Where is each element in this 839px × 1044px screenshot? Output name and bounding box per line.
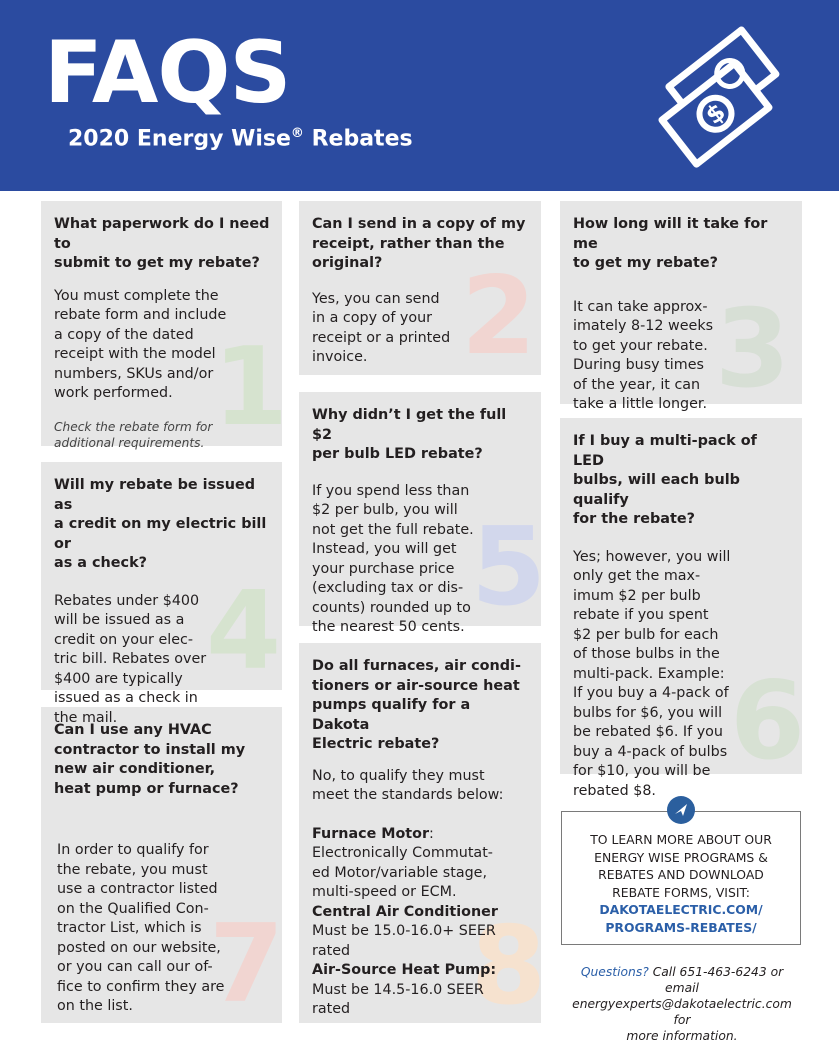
- faq-number: 4: [206, 569, 282, 694]
- faq-number: 2: [461, 254, 537, 379]
- faq-number: 1: [213, 325, 289, 450]
- answer-line: or you can call our of-: [57, 959, 213, 975]
- standard-furnace-label: [312, 825, 529, 845]
- question-line: new air conditioner,: [54, 761, 216, 777]
- question-line: Electric rebate?: [312, 736, 440, 752]
- faq-number: 3: [715, 287, 791, 412]
- answer-line: (excluding tax or dis-: [312, 580, 464, 596]
- question-line: How long will it take for me: [573, 216, 768, 252]
- answer-line: Yes, you can send: [312, 290, 440, 307]
- page-subtitle: [68, 126, 413, 151]
- faq-answer: [573, 548, 790, 802]
- answer-line: Rebates under $400: [54, 592, 200, 609]
- money-icon: [648, 36, 798, 162]
- faq-card-7: [41, 707, 285, 1027]
- faq-question: [573, 215, 790, 274]
- answer-line: If you spend less than: [312, 482, 470, 499]
- answer-line: to get your rebate.: [573, 337, 708, 354]
- answer-line: of the year, it can: [573, 376, 701, 393]
- faq-question: [312, 657, 529, 755]
- info-box: [561, 811, 801, 945]
- answer-line: imum $2 per bulb: [573, 587, 701, 604]
- faq-answer: [573, 287, 791, 415]
- answer-line: tractor List, which is: [57, 920, 202, 936]
- answer-line: It can take approx-: [573, 298, 708, 315]
- question-line: as a check?: [54, 555, 147, 571]
- faq-question: [573, 432, 790, 530]
- send-arrow-glyph: [667, 796, 695, 824]
- answer-line: be rebated $6. If you: [573, 724, 723, 740]
- answer-line: No, to qualify they must: [312, 767, 485, 784]
- faq-card-5: [299, 392, 547, 635]
- faq-answer: [312, 482, 529, 638]
- faq-answer: [54, 287, 270, 404]
- question-line: pumps qualify for a Dakota: [312, 697, 471, 733]
- standard-line: Electronically Commutat-: [312, 845, 493, 861]
- answer-line: tric bill. Rebates over: [54, 651, 207, 667]
- answer-line: on the Qualified Con-: [57, 900, 209, 917]
- answer-line: During busy times: [573, 357, 704, 373]
- faq-number: 6: [730, 659, 806, 784]
- faq-question: [54, 215, 270, 274]
- page-title: FAQS: [44, 23, 291, 123]
- answer-line: for $10, you will be: [573, 763, 711, 779]
- question-line: submit to get my rebate?: [54, 255, 260, 271]
- question-line: Can I use any HVAC: [54, 722, 212, 738]
- note-line: Check the rebate form for: [54, 419, 213, 434]
- question-line: original?: [312, 255, 383, 271]
- registered-mark: ®: [290, 126, 304, 141]
- answer-line: $400 are typically: [54, 670, 183, 687]
- answer-line: your purchase price: [312, 560, 455, 577]
- answer-line: buy a 4-pack of bulbs: [573, 743, 728, 760]
- answer-line: counts) rounded up to: [312, 599, 471, 616]
- header-banner: [0, 0, 839, 191]
- answer-line: in a copy of your: [312, 310, 433, 326]
- answer-line: If you buy a 4-pack of: [573, 685, 729, 701]
- answer-line: You must complete the: [54, 287, 219, 304]
- answer-line: of those bulbs in the: [573, 646, 720, 662]
- faq-number: 5: [471, 505, 547, 630]
- faq-card-3: [560, 201, 802, 412]
- faq-question: [312, 215, 529, 274]
- question-line: a credit on my electric bill or: [54, 516, 267, 552]
- answer-line: posted on our website,: [57, 939, 221, 956]
- faq-card-8: [299, 643, 547, 1029]
- standard-label: Air-Source Heat Pump:: [312, 962, 497, 978]
- programs-rebates-link[interactable]: [562, 901, 800, 936]
- question-line: for the rebate?: [573, 511, 696, 527]
- answer-line: rebated $8.: [573, 782, 656, 799]
- question-line: Do all furnaces, air condi-: [312, 658, 521, 674]
- question-line: Why didn’t I get the full $2: [312, 407, 507, 443]
- question-line: per bulb LED rebate?: [312, 446, 483, 462]
- faq-answer: [54, 841, 270, 1017]
- standard-line: Must be 15.0-16.0+ SEER: [312, 923, 496, 939]
- answer-line: Instead, you will get: [312, 541, 457, 557]
- faq-answer: [54, 592, 270, 729]
- answer-line: rebate if you spent: [573, 607, 709, 623]
- info-line: ENERGY WISE PROGRAMS &: [594, 849, 768, 865]
- question-line: What paperwork do I need to: [54, 216, 270, 252]
- question-line: receipt, rather than the: [312, 235, 505, 252]
- answer-line: work performed.: [54, 385, 173, 401]
- standard-label-suffix: :: [429, 825, 434, 842]
- faq-number: 8: [471, 904, 547, 1029]
- faq-card-4: [41, 462, 282, 726]
- info-line: REBATE FORMS, VISIT:: [612, 884, 750, 900]
- standard-line: multi-speed or ECM.: [312, 884, 457, 900]
- faq-answer: [312, 767, 529, 806]
- questions-lead: Questions?: [580, 965, 649, 979]
- answer-line: numbers, SKUs and/or: [54, 365, 214, 382]
- svg-text:$: $: [700, 97, 731, 130]
- standards-list: [312, 825, 529, 1020]
- answer-line: rebate form and include: [54, 307, 227, 323]
- subtitle-text: 2020 Energy Wise: [68, 126, 291, 152]
- answer-line: invoice.: [312, 349, 368, 365]
- answer-line: will be issued as a: [54, 612, 185, 628]
- answer-line: Yes; however, you will: [573, 548, 731, 565]
- question-line: bulbs, will each bulb qualify: [573, 472, 740, 508]
- faq-answer: [312, 290, 529, 368]
- note-line: additional requirements.: [54, 435, 205, 450]
- standard-line: Must be 14.5-16.0 SEER: [312, 981, 484, 998]
- answer-line: bulbs for $6, you will: [573, 704, 723, 721]
- standard-line: rated: [312, 1001, 351, 1017]
- answer-line: credit on your elec-: [54, 631, 194, 648]
- answer-line: issued as a check in: [54, 690, 198, 706]
- contact-line-1: Call 651-463-6243 or email: [652, 965, 784, 995]
- answer-line: receipt or a printed: [312, 329, 451, 346]
- send-arrow-icon: [667, 796, 695, 824]
- faq-card-2: [299, 201, 541, 379]
- answer-line: take a little longer.: [573, 396, 708, 412]
- faq-note: [54, 419, 270, 451]
- link-line[interactable]: DAKOTAELECTRIC.COM/: [599, 902, 763, 917]
- answer-line: the nearest 50 cents.: [312, 619, 465, 635]
- faq-question: [312, 406, 529, 465]
- answer-line: multi-pack. Example:: [573, 665, 725, 682]
- answer-line: fice to confirm they are: [57, 978, 225, 995]
- faq-question: [54, 721, 270, 799]
- answer-line: In order to qualify for: [57, 842, 209, 858]
- answer-line: use a contractor listed: [57, 881, 218, 897]
- answer-line: $2 per bulb for each: [573, 626, 719, 643]
- answer-line: imately 8-12 weeks: [573, 318, 714, 334]
- answer-line: only get the max-: [573, 568, 701, 584]
- answer-line: the mail.: [54, 709, 118, 726]
- answer-line: the rebate, you must: [57, 861, 208, 878]
- faq-number: 7: [209, 902, 285, 1027]
- contact-note: [562, 964, 802, 1044]
- question-line: tioners or air-source heat: [312, 677, 520, 694]
- answer-line: not get the full rebate.: [312, 521, 474, 538]
- faq-question: [54, 476, 270, 574]
- question-line: heat pump or furnace?: [54, 780, 239, 797]
- faq-card-6: [560, 418, 806, 799]
- subtitle-suffix: Rebates: [311, 126, 413, 152]
- question-line: to get my rebate?: [573, 255, 718, 271]
- info-line: REBATES AND DOWNLOAD: [598, 867, 764, 882]
- question-line: Will my rebate be issued as: [54, 477, 256, 513]
- answer-line: receipt with the model: [54, 346, 216, 362]
- contact-email[interactable]: energyexperts@dakotaelectric.com for: [572, 997, 792, 1027]
- info-line: TO LEARN MORE ABOUT OUR: [590, 832, 772, 847]
- info-text: [562, 831, 800, 936]
- standard-line: rated: [312, 942, 351, 959]
- question-line: contractor to install my: [54, 741, 246, 758]
- faq-card-1: [41, 201, 289, 450]
- question-line: Can I send in a copy of my: [312, 216, 526, 232]
- link-line[interactable]: PROGRAMS-REBATES/: [605, 919, 757, 935]
- answer-line: meet the standards below:: [312, 787, 504, 803]
- answer-line: a copy of the dated: [54, 326, 194, 343]
- standard-label: Central Air Conditioner: [312, 903, 498, 920]
- standard-label: Furnace Motor: [312, 825, 430, 842]
- standard-line: ed Motor/variable stage,: [312, 864, 487, 881]
- contact-line-3: more information.: [626, 1029, 738, 1043]
- question-line: If I buy a multi-pack of LED: [573, 433, 757, 469]
- answer-line: on the list.: [57, 998, 133, 1014]
- answer-line: $2 per bulb, you will: [312, 502, 458, 518]
